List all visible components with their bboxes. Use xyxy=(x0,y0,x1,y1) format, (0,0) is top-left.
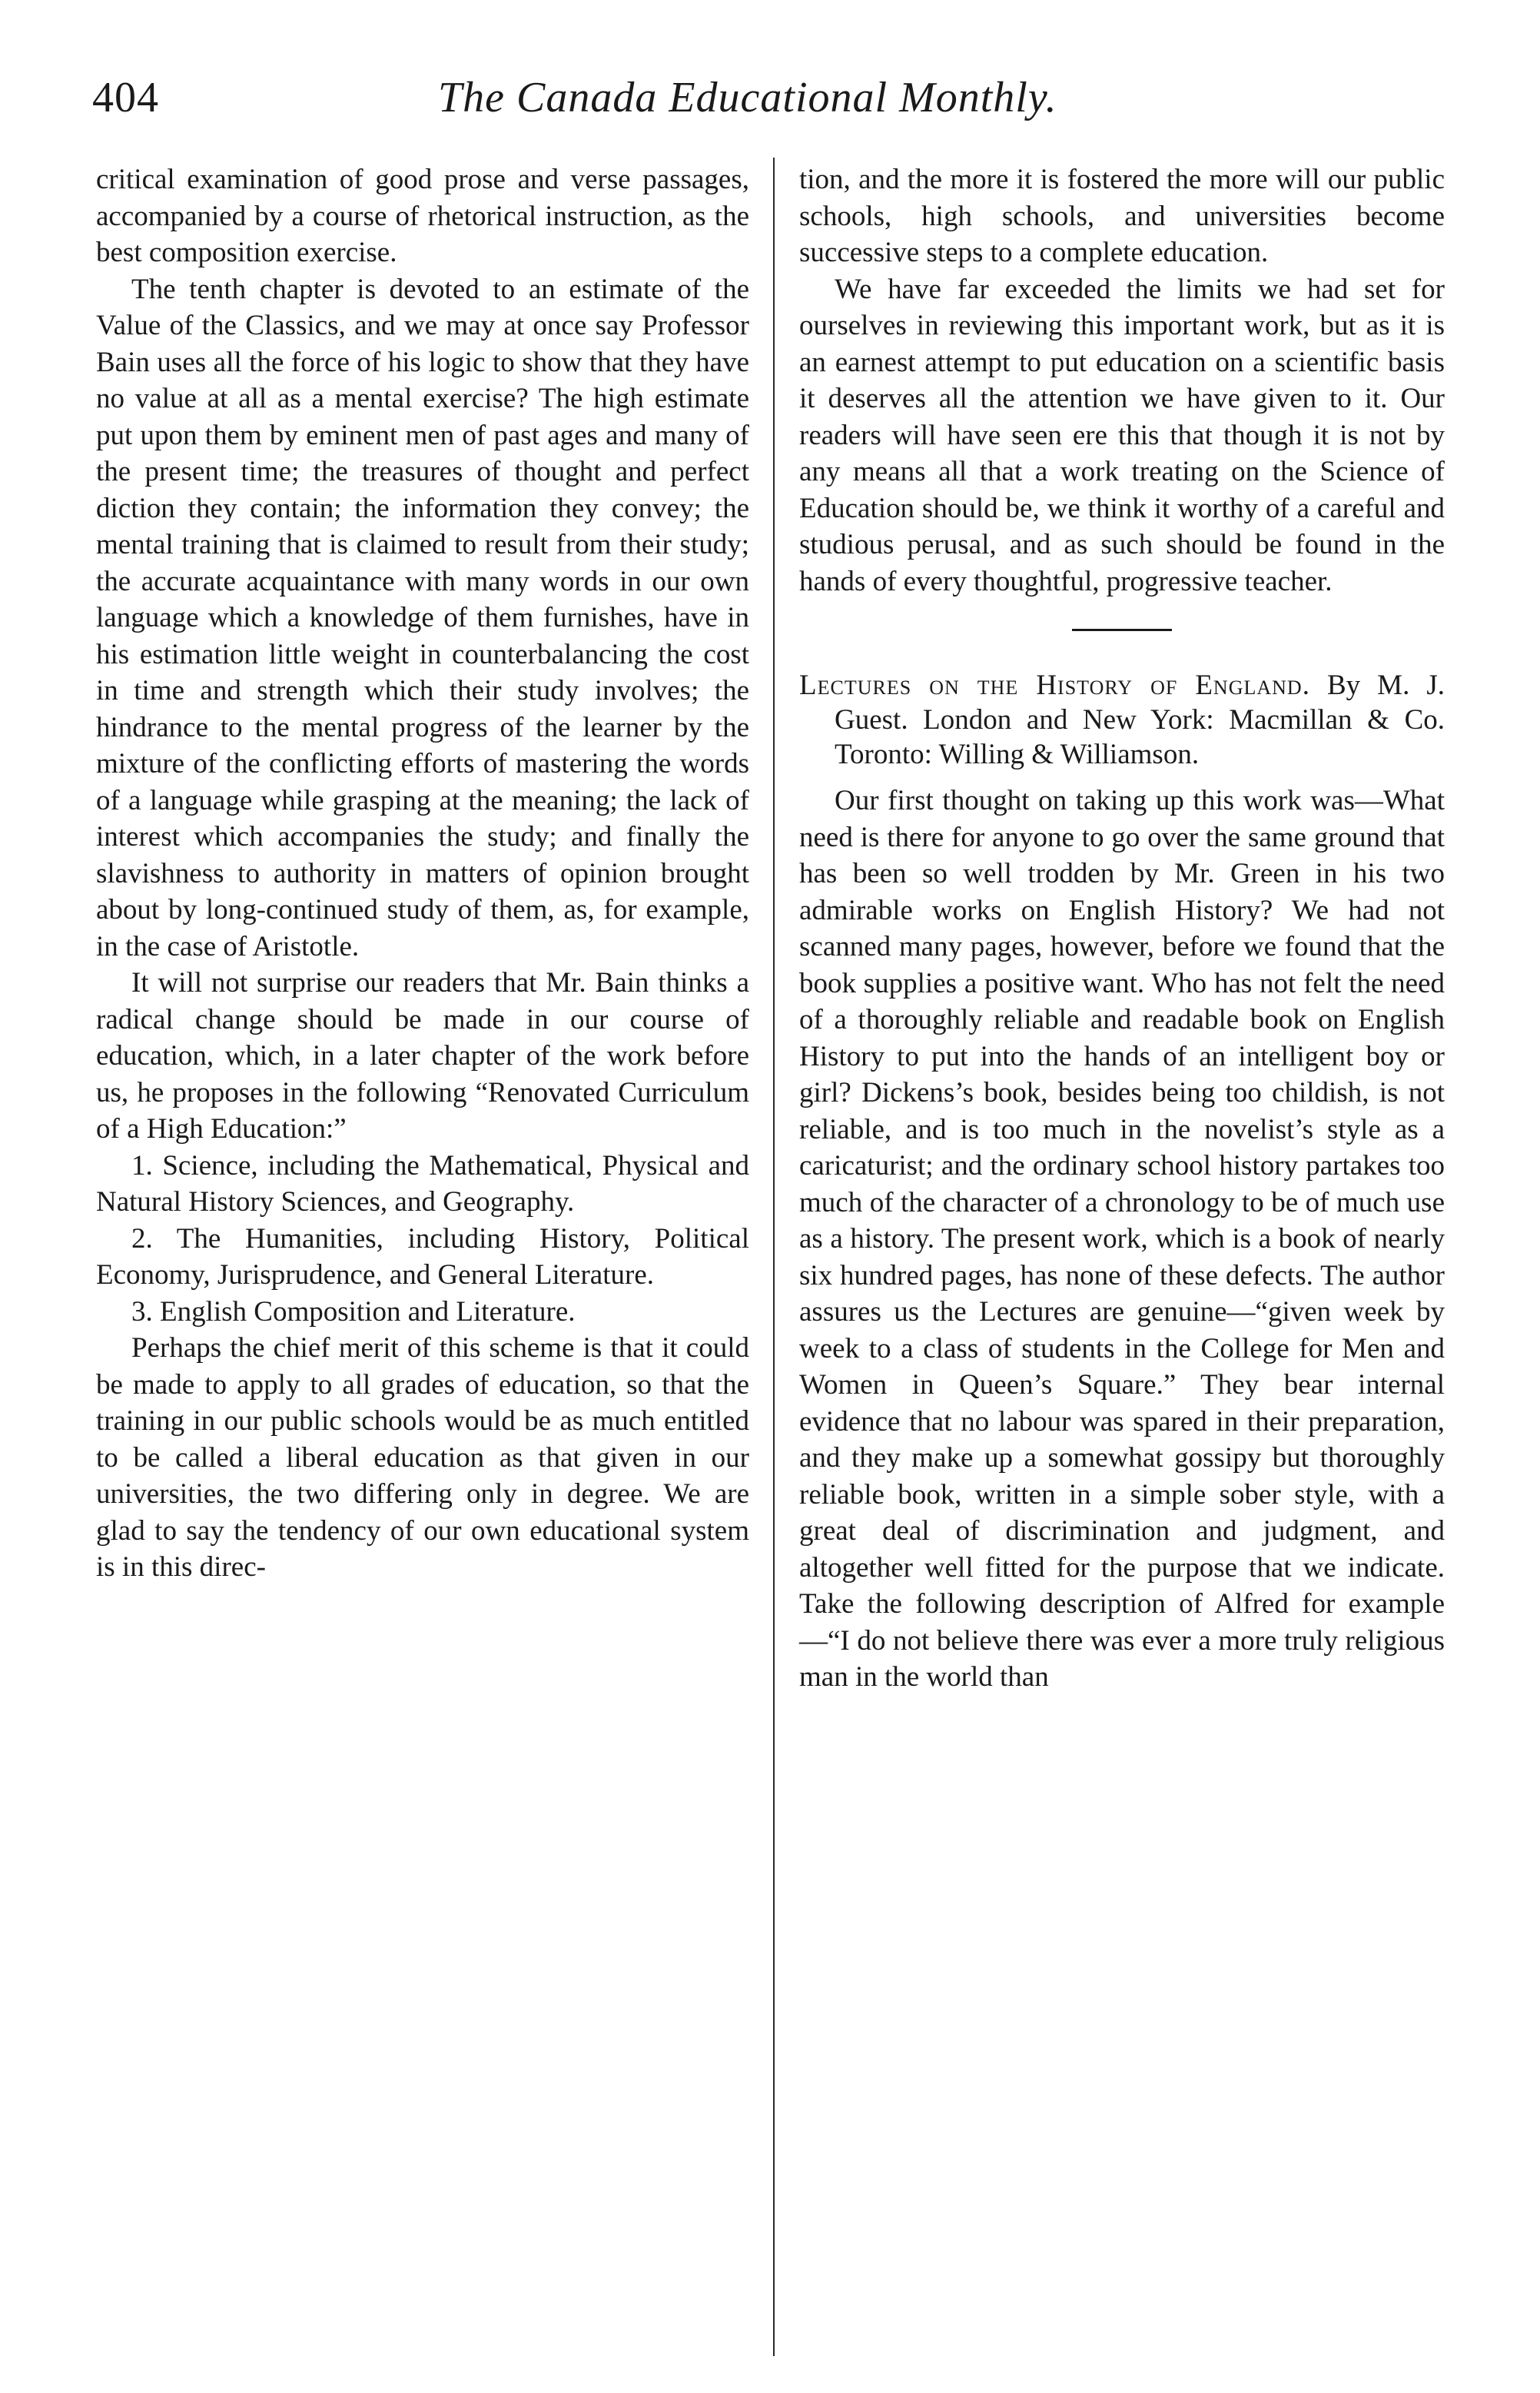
paragraph: The tenth chapter is devoted to an estimate of the Value of the Classics, and we may at once say Professor Bain uses all the force of his logic to show that they have no value at all as a mental exercise? The high estimate put upon them by eminent men of past ages and many of the present time; the treasures of thought and perfect diction they contain; the information they convey; the mental training that is claimed to result from their study; the accurate acquaintance with many words in our own language which a knowledge of them furnishes, have in his estimation little weight in counterbalancing the cost in time and strength which their study involves; the hindrance to the mental progress of the learner by the mixture of the conflicting efforts of mastering the words of a language while grasping at the meaning; the lack of interest which accompanies the study; and finally the slavishness to authority in matters of opinion brought about by long-continued study of them, as, for example, in the case of Aristotle. xyxy=(96,273,749,962)
section-rule xyxy=(1072,629,1172,631)
running-title: The Canada Educational Monthly. xyxy=(438,74,1057,121)
column-divider xyxy=(773,158,775,2356)
curriculum-item: 3. English Composition and Literature. xyxy=(131,1295,576,1328)
page-number: 404 xyxy=(92,74,159,121)
review-title: Lectures on the History of England. xyxy=(799,670,1310,701)
right-column xyxy=(799,161,1445,1696)
paragraph: It will not surprise our readers that Mr. Bain thinks a radical change should be made in our course of education, which, in a later chapter of the work before us, he proposes in the following “Renovated Curriculum of a High Education:” xyxy=(96,967,749,1145)
review-heading xyxy=(799,668,1445,772)
curriculum-item: 1. Science, including the Mathematical, Physical and Natural History Sciences, and Geography. xyxy=(96,1149,749,1218)
paragraph: Our first thought on taking up this work was—What need is there for anyone to go over the same ground that has been so well trodden by Mr. Green in his two admirable works on English History? We had not scanned many pages, however, before we found that the book supplies a positive want. Who has not felt the need of a thoroughly reliable and readable book on English History to put into the hands of an intelligent boy or girl? Dickens’s book, besides being too childish, is not reliable, and is too much in the novelist’s style as a caricaturist; and the ordinary school history partakes too much of the character of a chronology to be of much use as a history. The present work, which is a book of nearly six hundred pages, has none of these defects. The author assures us the Lectures are genuine—“given week by week to a class of students in the College for Men and Women in Queen’s Square.” They bear internal evidence that no labour was spared in their preparation, and they make up a somewhat gossipy but thoroughly reliable book, written in a simple sober style, with a great deal of discrimination and judgment, and altogether well fitted for the purpose that we indicate. Take the following description of Alfred for example—“I do not believe there was ever a more truly religious man in the world than xyxy=(799,785,1445,1693)
page-header xyxy=(92,73,1452,142)
review-meta: By M. J. Guest. London and New York: Macmillan & Co. Toronto: Willing & Williamson. xyxy=(835,670,1445,770)
paragraph: We have far exceeded the limits we had set for ourselves in reviewing this important work, but as it is an earnest attempt to put education on a scientific basis it deserves all the attention we have given to it. Our readers will have seen ere this that though it is not by any means all that a work treating on the Science of Education should be, we think it worthy of a careful and studious perusal, and as such should be found in the hands of every thoughtful, progressive teacher. xyxy=(799,273,1445,597)
paragraph: tion, and the more it is fostered the more will our public schools, high schools, and universities become successive steps to a complete education. xyxy=(799,164,1445,268)
spacer xyxy=(799,772,1445,783)
paragraph: Perhaps the chief merit of this scheme is that it could be made to apply to all grades of education, so that the training in our public schools would be as much entitled to be called a liberal education as that given in our universities, the two differing only in degree. We are glad to say the tendency of our own educational system is in this direc- xyxy=(96,1332,749,1583)
curriculum-item: 2. The Humanities, including History, Political Economy, Jurisprudence, and General Literature. xyxy=(96,1222,749,1291)
paragraph: critical examination of good prose and verse passages, accompanied by a course of rhetorical instruction, as the best composition exercise. xyxy=(96,164,749,268)
left-column xyxy=(96,161,749,1586)
